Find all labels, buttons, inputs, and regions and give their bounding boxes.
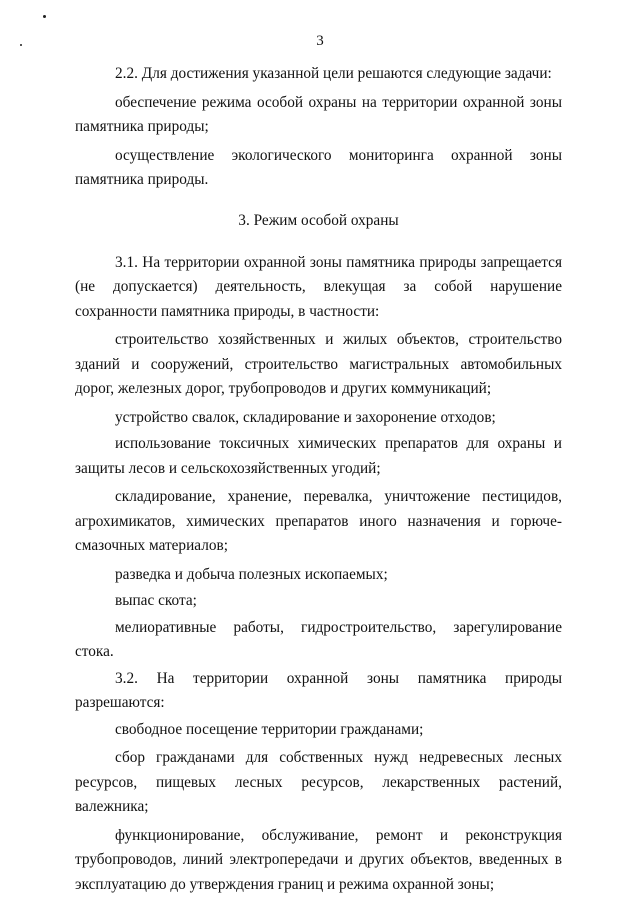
list-item-grazing: выпас скота;: [115, 592, 197, 609]
list-item-pesticides: складирование, хранение, перевалка, уничтожение пестицидов, агрохимикатов, химических препаратов иного назначения и горюче-смазочных материалов;: [75, 488, 562, 554]
scan-speck: [43, 15, 46, 18]
list-item-infrastructure: функционирование, обслуживание, ремонт и реконструкция трубопроводов, линий электропередачи и других объектов, введенных в эксплуатацию до утверждения границ и режима охранной зоны;: [75, 826, 562, 893]
list-item-free-visit: свободное посещение территории гражданами;: [115, 720, 424, 738]
list-item-construction: строительство хозяйственных и жилых объектов, строительство зданий и сооружений, строительство магистральных автомобильных дорог, железных дорог, трубопроводов и других коммуникаций;: [75, 331, 562, 397]
paragraph-3-1: 3.1. На территории охранной зоны памятника природы запрещается (не допускается) деятельность, влекущая за собой нарушение сохранности памятника природы, в частности:: [75, 253, 562, 320]
list-item-dumps: устройство свалок, складирование и захоронение отходов;: [115, 408, 496, 426]
paragraph-task-monitoring: осуществление экологического мониторинга охранной зоны памятника природы.: [75, 146, 562, 188]
page-number: 3: [316, 33, 324, 49]
section-heading: 3. Режим особой охраны: [238, 211, 399, 229]
paragraph-2-2: 2.2. Для достижения указанной цели решаются следующие задачи:: [115, 65, 552, 82]
list-item-gathering: сбор гражданами для собственных нужд недревесных лесных ресурсов, пищевых лесных ресурсов, лекарственных растений, валежника;: [75, 749, 562, 815]
paragraph-task-protection: обеспечение режима особой охраны на территории охранной зоны памятника природы;: [75, 93, 562, 135]
list-item-melioration: мелиоративные работы, гидростроительство, зарегулирование стока.: [75, 618, 562, 660]
document-body: [75, 62, 562, 901]
list-item-mining: разведка и добыча полезных ископаемых;: [115, 565, 388, 583]
paragraph-3-2: 3.2. На территории охранной зоны памятника природы разрешаются:: [75, 669, 562, 711]
list-item-toxic-chemicals: использование токсичных химических препаратов для охраны и защиты лесов и сельскохозяйственных угодий;: [75, 435, 562, 477]
